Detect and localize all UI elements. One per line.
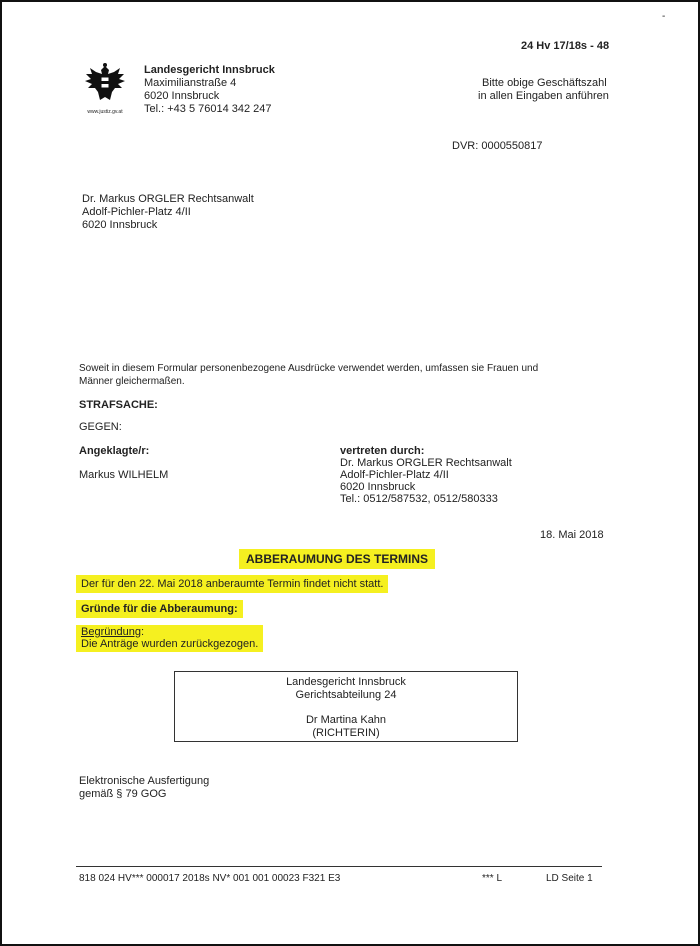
electronic-copy-line1: Elektronische Ausfertigung	[79, 775, 210, 787]
signature-title: (RICHTERIN)	[312, 727, 380, 739]
justification-colon: :	[140, 626, 145, 638]
electronic-copy-line2: gemäß § 79 GOG	[79, 788, 167, 800]
footer-code: 818 024 HV*** 000017 2018s NV* 001 001 00023 F321 E3	[79, 873, 341, 884]
signature-box	[174, 671, 518, 742]
court-name: Landesgericht Innsbruck	[144, 64, 275, 76]
signature-judge: Dr Martina Kahn	[305, 714, 387, 726]
signature-court: Landesgericht Innsbruck	[286, 676, 406, 688]
signature-department: Gerichtsabteilung 24	[295, 689, 397, 701]
representative-city: 6020 Innsbruck	[340, 481, 416, 493]
reference-note-line2: in allen Eingaben anführen	[478, 90, 609, 102]
corner-mark: -	[662, 11, 666, 22]
cancellation-statement: Der für den 22. Mai 2018 anberaumte Termin findet nicht statt.	[76, 575, 388, 593]
defendant-name: Markus WILHELM	[79, 469, 169, 481]
recipient-name: Dr. Markus ORGLER Rechtsanwalt	[82, 193, 254, 205]
reference-number: 24 Hv 17/18s - 48	[521, 40, 610, 52]
document-heading: ABBERAUMUNG DES TERMINS	[239, 549, 435, 569]
reasons-label: Gründe für die Abberaumung:	[76, 600, 243, 618]
page-number: LD Seite 1	[546, 873, 593, 884]
recipient-street: Adolf-Pichler-Platz 4/II	[82, 206, 191, 218]
court-phone: Tel.: +43 5 76014 342 247	[144, 103, 272, 115]
justification-text: Die Anträge wurden zurückgezogen.	[81, 638, 259, 650]
case-label: STRAFSACHE:	[79, 399, 158, 411]
logo-caption: www.justiz.gv.at	[87, 109, 123, 115]
represented-label: vertreten durch:	[340, 445, 425, 457]
notice-line2: Männer gleichermaßen.	[79, 376, 185, 387]
against-label: GEGEN:	[79, 421, 122, 433]
representative-street: Adolf-Pichler-Platz 4/II	[340, 469, 449, 481]
justification-label: Begründung	[81, 626, 141, 638]
representative-name: Dr. Markus ORGLER Rechtsanwalt	[340, 457, 512, 469]
footer-rule	[76, 866, 602, 867]
justification-block	[76, 625, 263, 652]
reference-note-line1: Bitte obige Geschäftszahl	[482, 77, 607, 89]
representative-phone: Tel.: 0512/587532, 0512/580333	[340, 493, 498, 505]
eagle-logo-icon	[82, 62, 128, 115]
recipient-city: 6020 Innsbruck	[82, 219, 158, 231]
court-street: Maximilianstraße 4	[144, 77, 237, 89]
notice-line1: Soweit in diesem Formular personenbezogene Ausdrücke verwendet werden, umfassen sie Frauen und	[79, 363, 539, 374]
document-date: 18. Mai 2018	[540, 529, 604, 541]
dvr-number: DVR: 0000550817	[452, 140, 543, 152]
court-city: 6020 Innsbruck	[144, 90, 220, 102]
footer-mark: *** L	[482, 873, 503, 884]
defendant-label: Angeklagte/r:	[79, 445, 150, 457]
